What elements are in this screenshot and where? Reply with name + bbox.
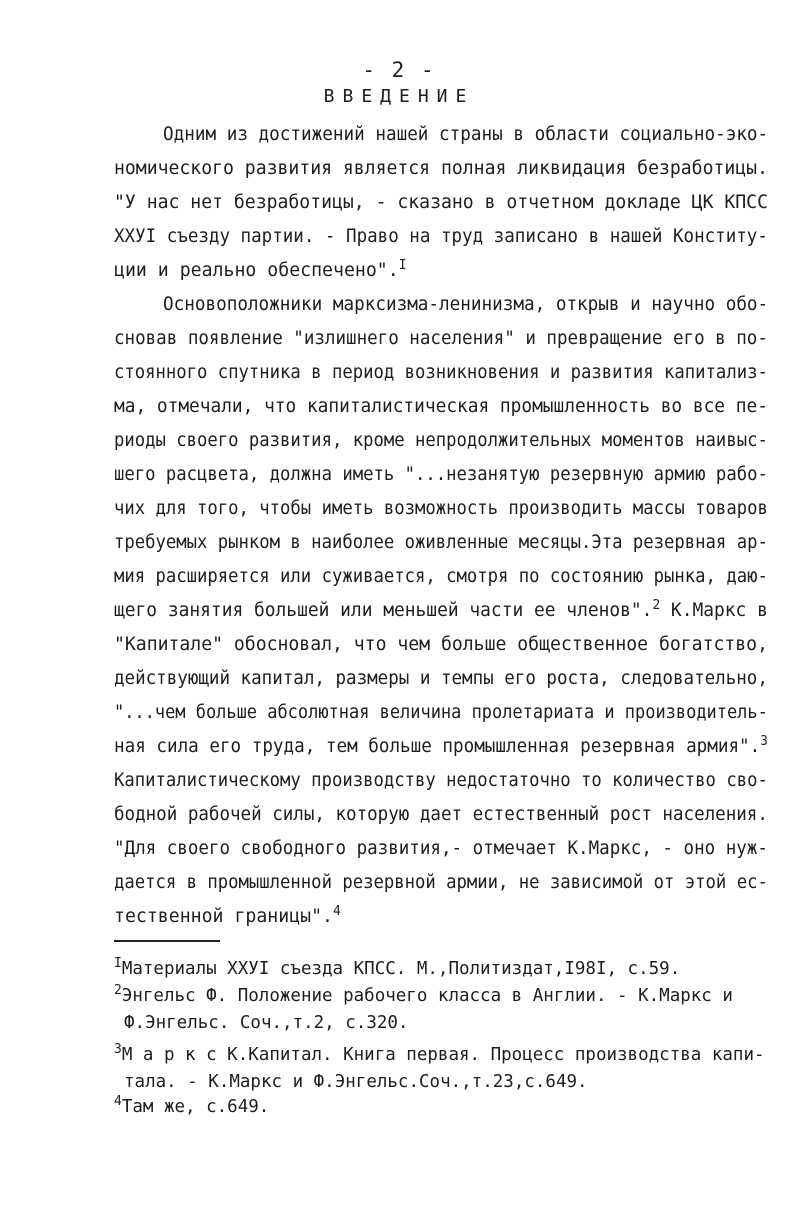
footnote-text: Ф.Энгельс. Соч.,т.2, с.320.: [124, 1013, 409, 1033]
body-line: [114, 328, 768, 350]
body-line-text: "Капитале" обосновал, что чем больше общественное богатство,: [114, 634, 768, 655]
footnote-line: [114, 985, 733, 1007]
body-line-text: "У нас нет безработицы, - сказано в отчетном докладе ЦК КПСС: [114, 192, 768, 213]
footnote-text: Материалы ХХУI съезда КПСС. М.,Политиздат,I98I, с.59.: [121, 959, 681, 979]
body-line: [114, 838, 768, 860]
body-line-text: Капиталистическому производству недостаточно то количество сво-: [114, 770, 768, 791]
body-line: [114, 872, 768, 894]
body-line: [114, 362, 768, 384]
body-line-text: щего занятия большей или меньшей части ее членов".: [114, 600, 653, 621]
footnote-reference: I: [398, 257, 407, 273]
body-line-text: "Для своего свободного развития,- отмечает К.Маркс, - оно нуж-: [114, 838, 768, 859]
body-line-text: бодной рабочей силы, которую дает естественный рост населения.: [114, 804, 768, 825]
footnote-number: 4: [114, 1094, 122, 1110]
body-line-text: стоянного спутника в период возникновения и развития капитализ-: [114, 362, 768, 383]
body-line-text: "...чем больше абсолютная величина пролетариата и производитель-: [114, 702, 768, 723]
body-line: [114, 464, 768, 486]
footnote-line: [114, 1044, 765, 1066]
body-line-text: сновав появление "излишнего населения" и превращение его в по-: [114, 328, 768, 349]
footnote-number: I: [114, 956, 122, 972]
footnote-line: [114, 958, 680, 980]
body-line: [114, 532, 768, 554]
body-line-text: мия расширяется или суживается, смотря по состоянию рынка, даю-: [114, 566, 768, 587]
footnote-number: 3: [114, 1042, 122, 1058]
body-line-text: Основоположники марксизма-ленинизма, открыв и научно обо-: [163, 294, 769, 315]
footnote-line: [114, 1096, 269, 1118]
body-line-text: риоды своего развития, кроме непродолжительных моментов наивыс-: [114, 430, 768, 451]
body-line-text: тественной границы".: [114, 906, 333, 927]
footnote-text: Там же, с.649.: [121, 1097, 270, 1117]
body-line-continuation: К.Маркс в: [660, 600, 768, 621]
body-line-text: требуемых рынком в наиболее оживленные месяцы.Эта резервная ар-: [114, 532, 768, 553]
footnote-reference: 4: [333, 903, 341, 919]
footnote-divider: [114, 940, 220, 942]
footnote-reference: 3: [760, 733, 768, 749]
body-line: [114, 668, 768, 690]
body-line: [114, 770, 768, 792]
body-line: [163, 294, 768, 316]
body-line: [114, 498, 768, 520]
footnote-text: тала. - К.Маркс и Ф.Энгельс.Соч.,т.23,с.649.: [124, 1072, 588, 1092]
body-line-text: ная сила его труда, тем больше промышленная резервная армия".: [114, 736, 761, 757]
body-line: [114, 566, 768, 588]
body-line-text: XXУI съезду партии. - Право на труд записано в нашей Конститу-: [114, 226, 768, 247]
footnote-text: М а р к с К.Капитал. Книга первая. Процесс производства капи-: [121, 1045, 765, 1065]
body-line-text: ции и реально обеспечено".: [114, 260, 399, 281]
body-line-text: ма, отмечали, что капиталистическая промышленность во все пе-: [114, 396, 768, 417]
body-line: [114, 804, 768, 826]
footnote-line: [124, 1012, 408, 1034]
footnote-reference: 2: [652, 597, 661, 613]
section-heading: ВВЕДЕНИЕ: [323, 86, 475, 107]
body-line-text: номического развития является полная ликвидация безработицы.: [114, 158, 768, 179]
body-line: [114, 226, 768, 248]
body-line-text: Одним из достижений нашей страны в области социально-эко-: [163, 124, 769, 145]
page-number: - 2 -: [362, 58, 436, 82]
body-line: [114, 903, 341, 928]
body-line: [114, 158, 768, 180]
body-line: [114, 702, 768, 724]
body-line: [114, 430, 768, 452]
body-line-text: дается в промышленной резервной армии, не зависимой от этой ес-: [114, 872, 768, 893]
body-line-text: чих для того, чтобы иметь возможность производить массы товаров: [114, 498, 768, 519]
body-line: [114, 733, 768, 758]
body-line: [114, 192, 768, 214]
footnote-number: 2: [114, 983, 122, 999]
body-line: [114, 257, 407, 282]
body-line: [163, 124, 768, 146]
footnote-text: Энгельс Ф. Положение рабочего класса в Англии. - К.Маркс и: [121, 986, 733, 1006]
body-line: [114, 597, 768, 622]
body-line-text: шего расцвета, должна иметь "...незанятую резервную армию рабо-: [114, 464, 768, 485]
body-line: [114, 634, 768, 656]
body-line-text: действующий капитал, размеры и темпы его роста, следовательно,: [114, 668, 768, 689]
body-line: [114, 396, 768, 418]
footnote-line: [124, 1071, 588, 1093]
